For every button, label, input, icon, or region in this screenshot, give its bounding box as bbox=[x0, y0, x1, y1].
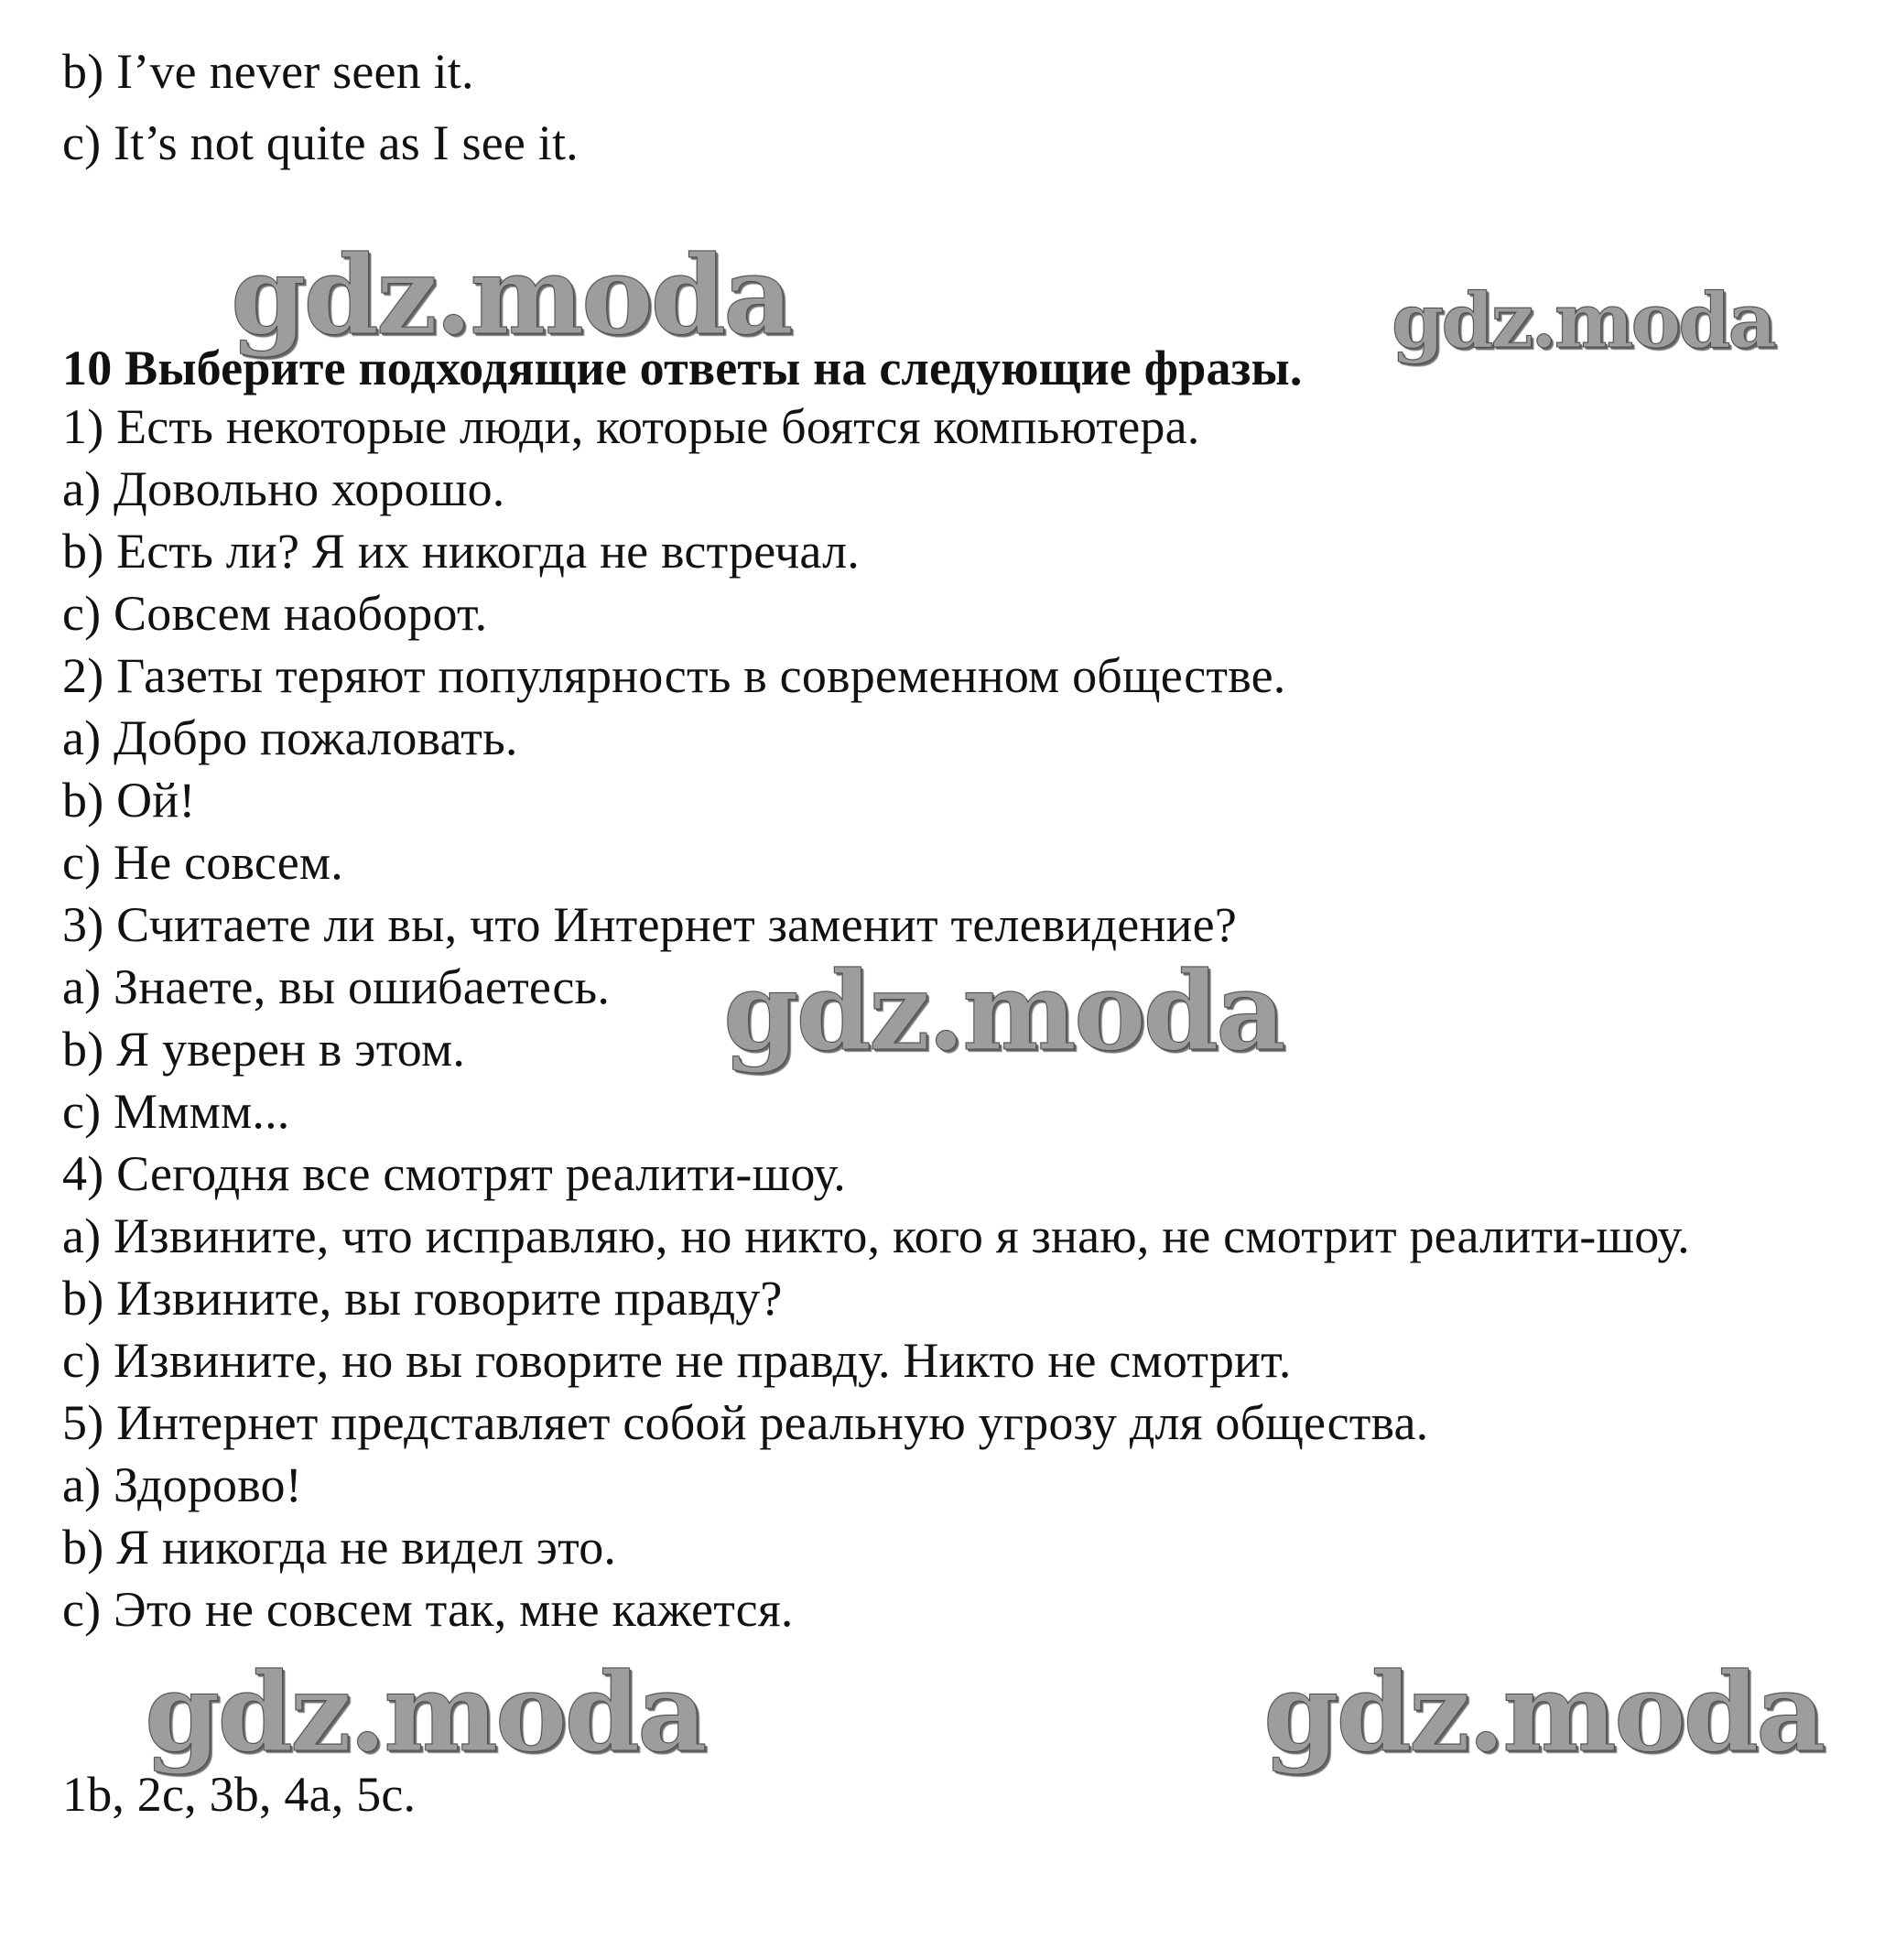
answer-option: b) Извините, вы говорите правду? bbox=[62, 1271, 783, 1326]
text-line: b) I’ve never seen it. bbox=[62, 44, 474, 99]
answer-option: b) Я уверен в этом. bbox=[62, 1022, 466, 1077]
question-line: 3) Считаете ли вы, что Интернет заменит телевидение? bbox=[62, 897, 1237, 952]
answer-option: c) Не совсем. bbox=[62, 835, 343, 890]
exercise-heading: 10 Выберите подходящие ответы на следующие фразы. bbox=[62, 341, 1303, 395]
question-line: 2) Газеты теряют популярность в современном обществе. bbox=[62, 648, 1286, 703]
question-line: 5) Интернет представляет собой реальную угрозу для общества. bbox=[62, 1395, 1429, 1450]
answer-key: 1b, 2c, 3b, 4a, 5c. bbox=[62, 1767, 417, 1822]
answer-option: a) Извините, что исправляю, но никто, кого я знаю, не смотрит реалити-шоу. bbox=[62, 1208, 1690, 1263]
answer-option: c) Извините, но вы говорите не правду. Никто не смотрит. bbox=[62, 1333, 1292, 1388]
question-line: 1) Есть некоторые люди, которые боятся компьютера. bbox=[62, 399, 1200, 454]
watermark-logo: gdz.moda bbox=[145, 1649, 705, 1776]
watermark-logo: gdz.moda bbox=[1263, 1649, 1824, 1776]
answer-option: c) Мммм... bbox=[62, 1084, 290, 1139]
answer-option: b) Ой! bbox=[62, 773, 196, 828]
answer-option: c) Совсем наоборот. bbox=[62, 586, 488, 641]
question-line: 4) Сегодня все смотрят реалити-шоу. bbox=[62, 1146, 846, 1201]
watermark-logo: gdz.moda bbox=[1392, 277, 1774, 365]
answer-option: a) Здорово! bbox=[62, 1457, 302, 1512]
answer-option: c) Это не совсем так, мне кажется. bbox=[62, 1582, 794, 1637]
text-line: c) It’s not quite as I see it. bbox=[62, 115, 579, 170]
answer-option: a) Довольно хорошо. bbox=[62, 461, 505, 516]
watermark-logo: gdz.moda bbox=[231, 232, 791, 359]
answer-option: a) Знаете, вы ошибаетесь. bbox=[62, 959, 611, 1014]
answer-option: b) Я никогда не видел это. bbox=[62, 1520, 617, 1575]
answer-option: a) Добро пожаловать. bbox=[62, 710, 518, 765]
answer-option: b) Есть ли? Я их никогда не встречал. bbox=[62, 524, 860, 579]
watermark-logo: gdz.moda bbox=[723, 948, 1284, 1075]
